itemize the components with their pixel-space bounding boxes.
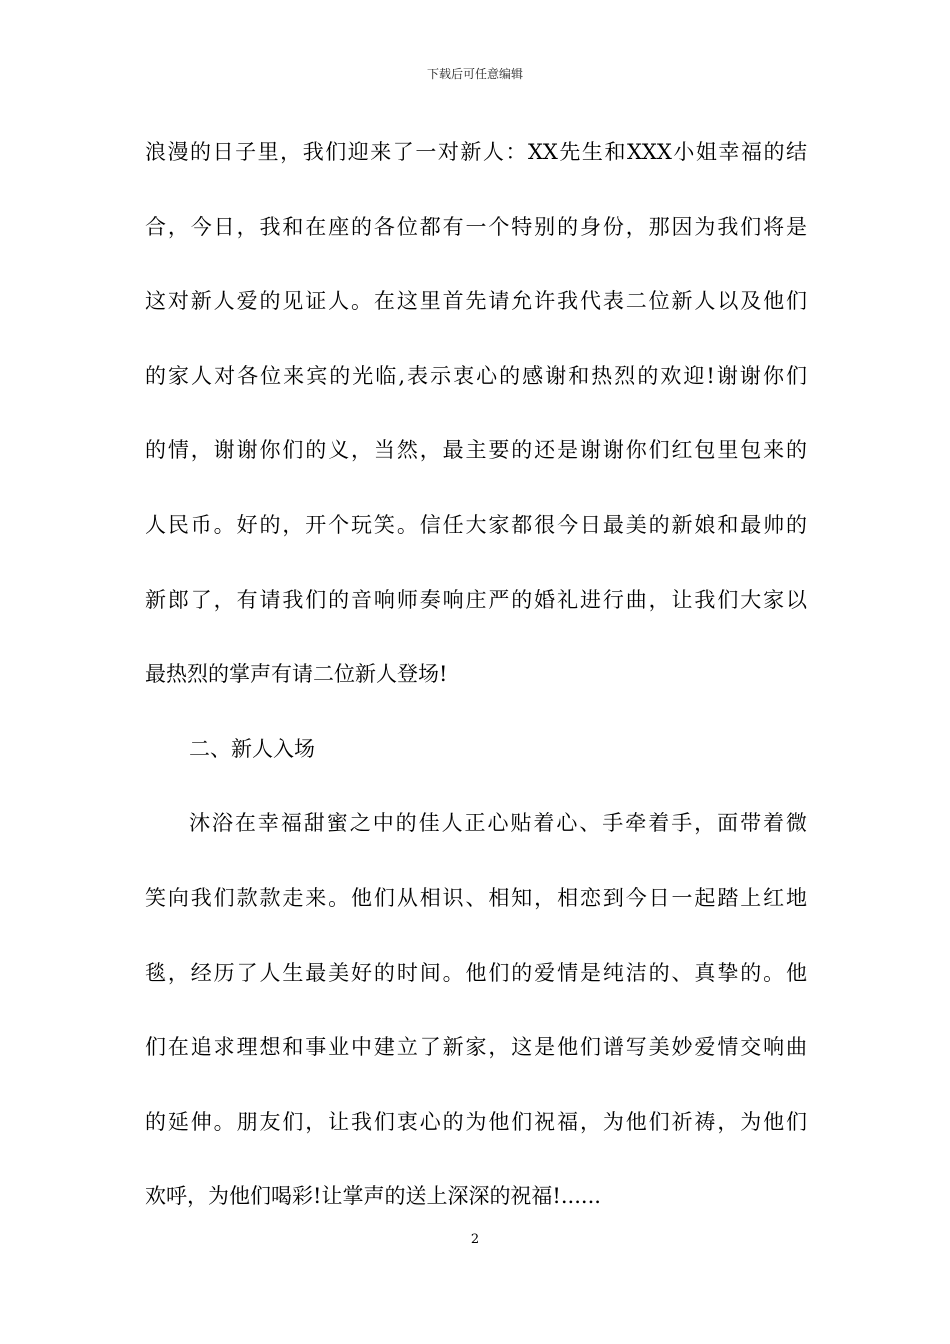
paragraph-line: 浪漫的日子里，我们迎来了一对新人：XX先生和XXX小姐幸福的结 — [145, 140, 807, 164]
paragraph-line: 的家人对各位来宾的光临,表示衷心的感谢和热烈的欢迎!谢谢你们 — [145, 363, 807, 388]
paragraph-line: 们在追求理想和事业中建立了新家，这是他们谱写美妙爱情交响曲 — [145, 1035, 807, 1060]
page-number: 2 — [470, 1232, 480, 1247]
paragraph-line: 的延伸。朋友们，让我们衷心的为他们祝福，为他们祈祷，为他们 — [145, 1109, 807, 1134]
paragraph-line: 这对新人爱的见证人。在这里首先请允许我代表二位新人以及他们 — [145, 289, 807, 314]
page-header: 下载后可任意编辑 — [426, 67, 523, 81]
paragraph-line: 合，今日，我和在座的各位都有一个特别的身份，那因为我们将是 — [145, 214, 807, 239]
paragraph-line: 欢呼，为他们喝彩!让掌声的送上深深的祝福!...... — [145, 1184, 601, 1209]
paragraph-line: 沐浴在幸福甜蜜之中的佳人正心贴着心、手牵着手，面带着微 — [189, 811, 807, 836]
paragraph-line: 毯，经历了人生最美好的时间。他们的爱情是纯洁的、真挚的。他 — [145, 960, 807, 985]
paragraph-line: 最热烈的掌声有请二位新人登场! — [145, 662, 448, 687]
paragraph-line: 人民币。好的，开个玩笑。信任大家都很今日最美的新娘和最帅的 — [145, 512, 807, 537]
document-body — [145, 130, 807, 1249]
paragraph-line: 笑向我们款款走来。他们从相识、相知，相恋到今日一起踏上红地 — [145, 885, 807, 910]
paragraph-line: 新郎了，有请我们的音响师奏响庄严的婚礼进行曲，让我们大家以 — [145, 587, 807, 612]
paragraph-line: 的情，谢谢你们的义，当然，最主要的还是谢谢你们红包里包来的 — [145, 438, 807, 463]
section-heading: 二、新人入场 — [189, 736, 315, 761]
